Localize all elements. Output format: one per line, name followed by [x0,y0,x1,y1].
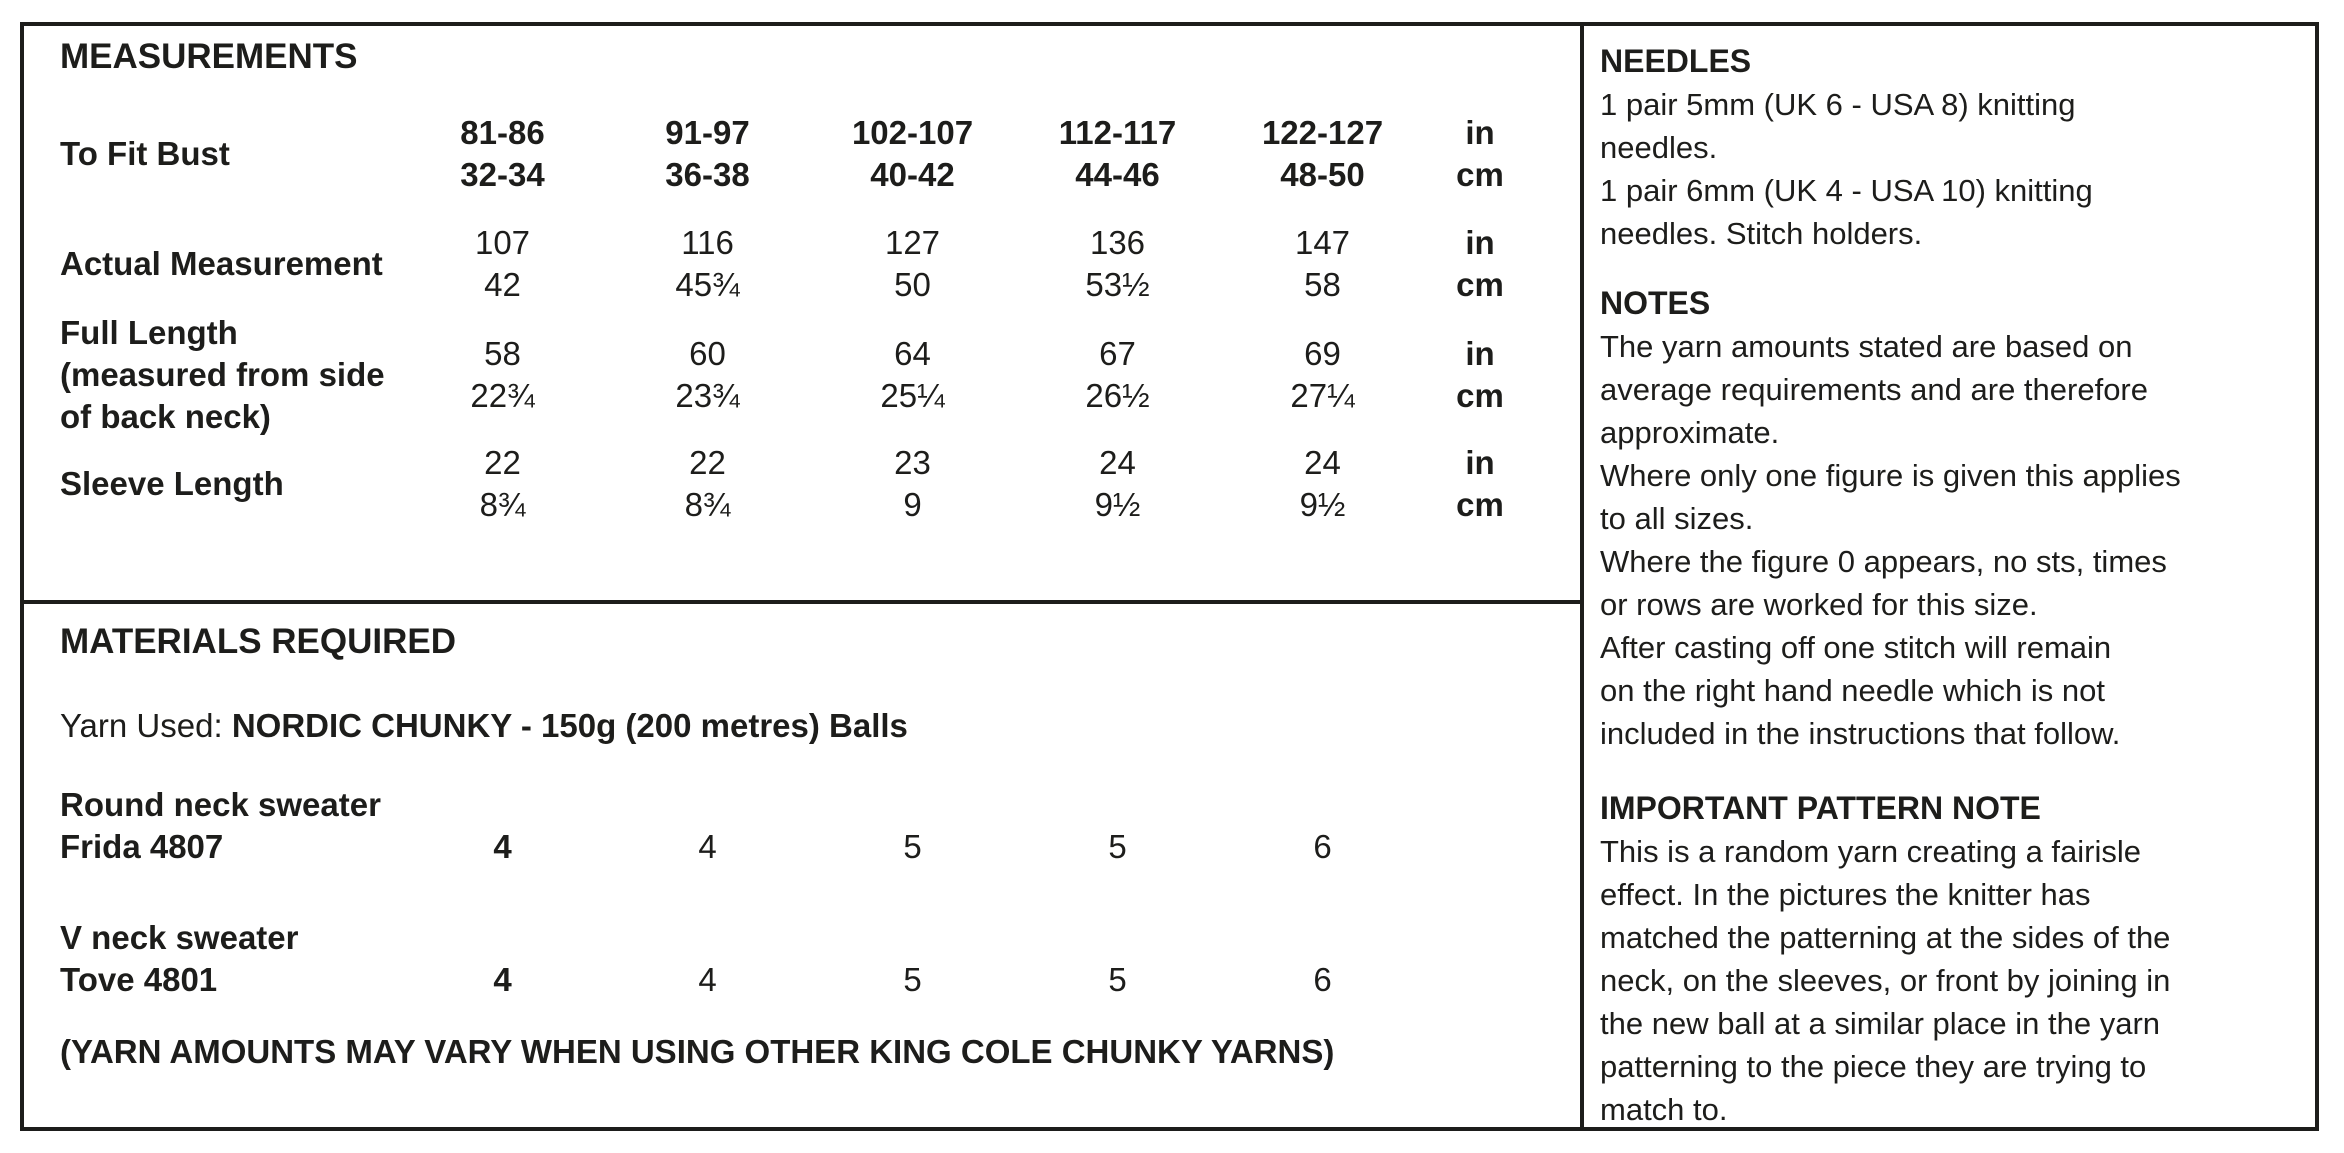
size-value: 64 [894,335,931,372]
quantity-value: 5 [903,961,922,998]
yarn-used-value: NORDIC CHUNKY - 150g (200 metres) Balls [231,707,908,744]
important-note-line: the new ball at a similar place in the yarn [1600,1006,2161,1041]
size-col-1 [400,442,605,526]
measurement-row-label [60,463,400,505]
size-value: 53½ [1085,266,1150,303]
size-col-3 [810,333,1015,417]
size-value: 9 [903,486,922,523]
size-value: 45¾ [675,266,740,303]
measurement-row-to-fit-bust [60,112,1535,196]
measurement-row-label [60,312,400,438]
garment-code: Frida 4807 [60,828,224,865]
notes-line: or rows are worked for this size. [1600,587,2038,622]
important-note-line: This is a random yarn creating a fairisle [1600,834,2142,869]
yarn-used-label: Yarn Used: [60,707,223,744]
size-value: 147 [1294,224,1351,261]
quantity-value: 4 [493,828,512,865]
quantity-value: 5 [903,828,922,865]
needles-line: 1 pair 5mm (UK 6 - USA 8) knitting [1600,87,2076,122]
size-value: 27¼ [1290,377,1355,414]
pattern-info-box [20,22,2319,1131]
unit-label-in: in [1465,444,1495,481]
size-col-1 [400,333,605,417]
size-value: 24 [1304,444,1341,481]
size-col-2 [605,222,810,306]
notes-line: After casting off one stitch will remain [1600,630,2112,665]
units-col [1425,442,1535,526]
materials-title: MATERIALS REQUIRED [60,622,457,661]
size-value: 8¾ [684,486,731,523]
units-col [1425,222,1535,306]
size-value: 91-97 [665,114,750,151]
measurement-row-label [60,133,400,175]
size-col-5 [1220,112,1425,196]
units-col [1425,333,1535,417]
size-value: 122-127 [1261,114,1384,151]
quantity-value: 4 [493,961,512,998]
size-value: 22 [689,444,726,481]
important-note-line: matched the patterning at the sides of the [1600,920,2171,955]
size-value: 24 [1099,444,1136,481]
size-col-3 [810,112,1015,196]
size-value: 136 [1089,224,1146,261]
measurement-row-label [60,243,400,285]
size-value: 48-50 [1280,156,1365,193]
right-info-panel [1584,26,2311,1131]
important-pattern-note-section [1600,787,2303,1131]
measurement-row-label-line: To Fit Bust [60,135,230,172]
size-value: 102-107 [851,114,974,151]
measurement-row-label-line: Sleeve Length [60,465,284,502]
size-value: 22¾ [470,377,535,414]
garment-name-round-neck: Round neck sweater [60,786,381,823]
size-value: 9½ [1299,486,1346,523]
needles-line: needles. [1600,130,1718,165]
yarn-used-line [60,705,908,747]
important-pattern-note-title: IMPORTANT PATTERN NOTE [1600,790,2041,826]
size-value: 40-42 [870,156,955,193]
size-value: 58 [1304,266,1341,303]
size-value: 50 [894,266,931,303]
size-value: 32-34 [460,156,545,193]
size-value: 112-117 [1058,114,1177,151]
size-col-5 [1220,222,1425,306]
size-value: 26½ [1085,377,1150,414]
size-value: 127 [884,224,941,261]
notes-line: approximate. [1600,415,1780,450]
horizontal-divider [24,600,1580,604]
size-col-1 [400,112,605,196]
size-col-2 [605,112,810,196]
size-value: 42 [484,266,521,303]
notes-line: Where only one figure is given this applies [1600,458,2181,493]
size-col-1 [400,222,605,306]
size-value: 81-86 [460,114,545,151]
size-value: 44-46 [1075,156,1160,193]
size-col-3 [810,222,1015,306]
unit-label-in: in [1465,224,1495,261]
quantity-value: 6 [1313,961,1332,998]
unit-label-in: in [1465,335,1495,372]
quantity-value: 4 [698,961,717,998]
quantity-value: 5 [1108,961,1127,998]
measurement-row-label-line: (measured from side [60,356,385,393]
garment-quantities-row [60,826,1425,868]
size-value: 60 [689,335,726,372]
notes-line: on the right hand needle which is not [1600,673,2105,708]
notes-line: Where the figure 0 appears, no sts, times [1600,544,2167,579]
quantity-value: 4 [698,828,717,865]
garment-code: Tove 4801 [60,961,218,998]
size-value: 22 [484,444,521,481]
measurement-row-full-length [60,312,1535,438]
size-col-4 [1015,222,1220,306]
needles-title: NEEDLES [1600,43,1752,79]
measurement-row-actual-measurement [60,222,1535,306]
size-value: 69 [1304,335,1341,372]
measurements-title: MEASUREMENTS [60,37,358,76]
size-col-2 [605,442,810,526]
size-value: 23 [894,444,931,481]
important-note-line: neck, on the sleeves, or front by joining in [1600,963,2171,998]
size-value: 58 [484,335,521,372]
important-note-line: match to. [1600,1092,1728,1127]
unit-label-cm: cm [1456,377,1504,414]
size-value: 8¾ [479,486,526,523]
notes-section [1600,282,2303,755]
size-col-4 [1015,333,1220,417]
important-note-line: effect. In the pictures the knitter has [1600,877,2091,912]
notes-line: The yarn amounts stated are based on [1600,329,2133,364]
size-value: 25¼ [880,377,945,414]
notes-line: to all sizes. [1600,501,1754,536]
notes-line: included in the instructions that follow. [1600,716,2121,751]
size-col-3 [810,442,1015,526]
needles-section [1600,40,2303,255]
size-value: 23¾ [675,377,740,414]
size-col-5 [1220,333,1425,417]
units-col [1425,112,1535,196]
size-col-4 [1015,112,1220,196]
measurement-row-label-line: Full Length [60,314,238,351]
notes-line: average requirements and are therefore [1600,372,2148,407]
unit-label-in: in [1465,114,1495,151]
unit-label-cm: cm [1456,156,1504,193]
important-note-line: patterning to the piece they are trying to [1600,1049,2147,1084]
measurement-row-label-line: Actual Measurement [60,245,383,282]
unit-label-cm: cm [1456,266,1504,303]
size-col-4 [1015,442,1220,526]
quantity-value: 5 [1108,828,1127,865]
size-value: 107 [474,224,531,261]
size-value: 9½ [1094,486,1141,523]
size-col-2 [605,333,810,417]
needles-line: needles. Stitch holders. [1600,216,1923,251]
measurement-row-sleeve-length [60,442,1535,526]
size-value: 36-38 [665,156,750,193]
needles-line: 1 pair 6mm (UK 4 - USA 10) knitting [1600,173,2093,208]
size-value: 67 [1099,335,1136,372]
size-col-5 [1220,442,1425,526]
garment-quantities-row [60,959,1425,1001]
garment-name-v-neck: V neck sweater [60,919,299,956]
size-value: 116 [681,224,734,261]
quantity-value: 6 [1313,828,1332,865]
yarn-amounts-note: (YARN AMOUNTS MAY VARY WHEN USING OTHER KING COLE CHUNKY YARNS) [60,1033,1335,1070]
unit-label-cm: cm [1456,486,1504,523]
measurement-row-label-line: of back neck) [60,398,271,435]
notes-title: NOTES [1600,285,1711,321]
